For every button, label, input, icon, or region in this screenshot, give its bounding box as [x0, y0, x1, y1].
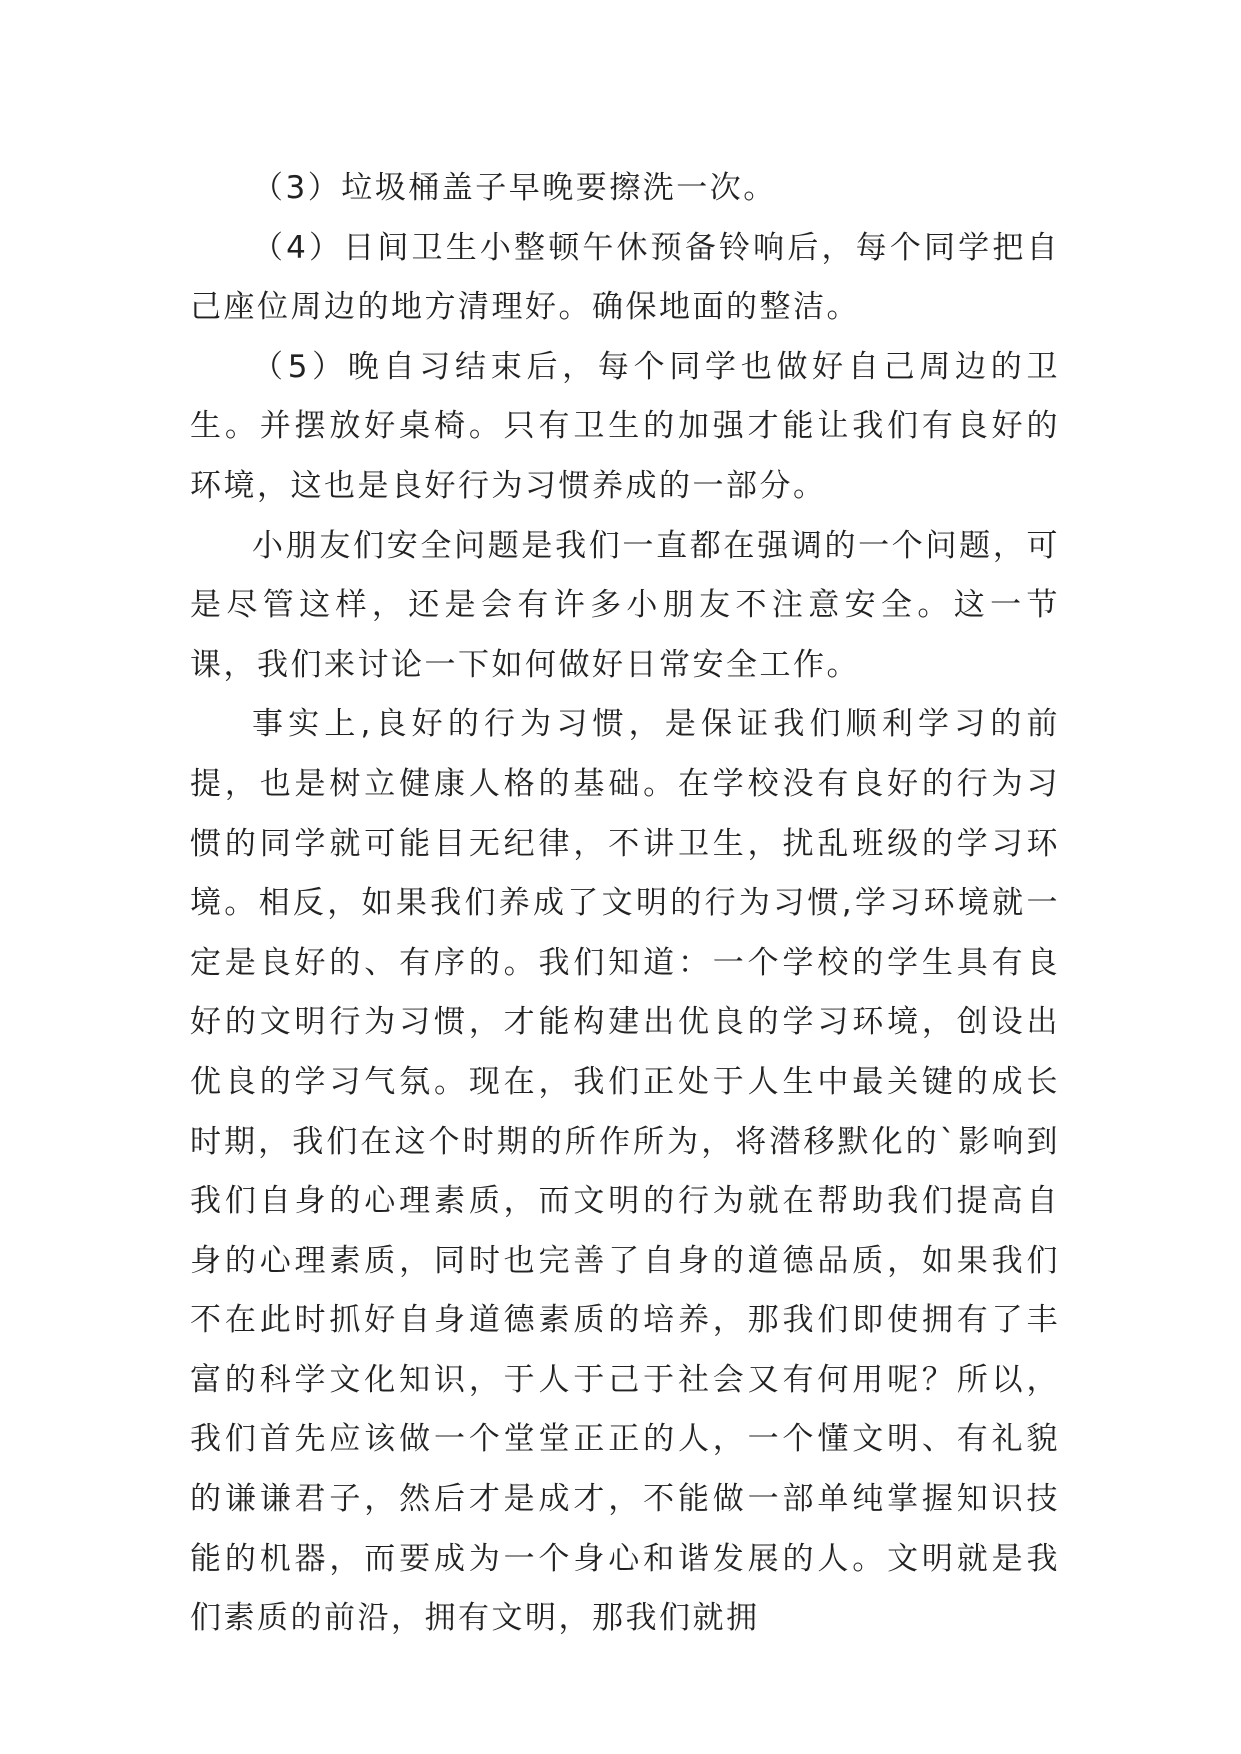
- paragraph-item-3: （3）垃圾桶盖子早晚要擦洗一次。: [252, 170, 777, 206]
- paragraph-habits: 事实上,良好的行为习惯，是保证我们顺利学习的前提，也是树立健康人格的基础。在学校没有良好的行为习惯的同学就可能目无纪律，不讲卫生，扰乱班级的学习环境。相反，如果我们养成了文明的行为习惯,学习环境就一定是良好的、有序的。我们知道：一个学校的学生具有良好的文明行为习惯，才能构建出优良的学习环境，创设出优良的学习气氛。现在，我们正处于人生中最关键的成长时期，我们在这个时期的所作所为，将潜移默化的`影响到我们自身的心理素质，而文明的行为就在帮助我们提高自身的心理素质，同时也完善了自身的道德品质，如果我们不在此时抓好自身道德素质的培养，那我们即使拥有了丰富的科学文化知识，于人于己于社会又有何用呢？所以，我们首先应该做一个堂堂正正的人，一个懂文明、有礼貌的谦谦君子，然后才是成才，不能做一部单纯掌握知识技能的机器，而要成为一个身心和谐发展的人。文明就是我们素质的前沿，拥有文明，那我们就拥: [190, 706, 1060, 1637]
- paragraph-item-5: （5）晚自习结束后，每个同学也做好自己周边的卫生。并摆放好桌椅。只有卫生的加强才能让我们有良好的环境，这也是良好行为习惯养成的一部分。: [190, 348, 1060, 504]
- paragraph-safety: 小朋友们安全问题是我们一直都在强调的一个问题，可是尽管这样，还是会有许多小朋友不注意安全。这一节课，我们来讨论一下如何做好日常安全工作。: [190, 527, 1060, 683]
- document-body: [190, 159, 1060, 1649]
- paragraph-item-4: （4）日间卫生小整顿午休预备铃响后，每个同学把自己座位周边的地方清理好。确保地面的整洁。: [190, 229, 1060, 326]
